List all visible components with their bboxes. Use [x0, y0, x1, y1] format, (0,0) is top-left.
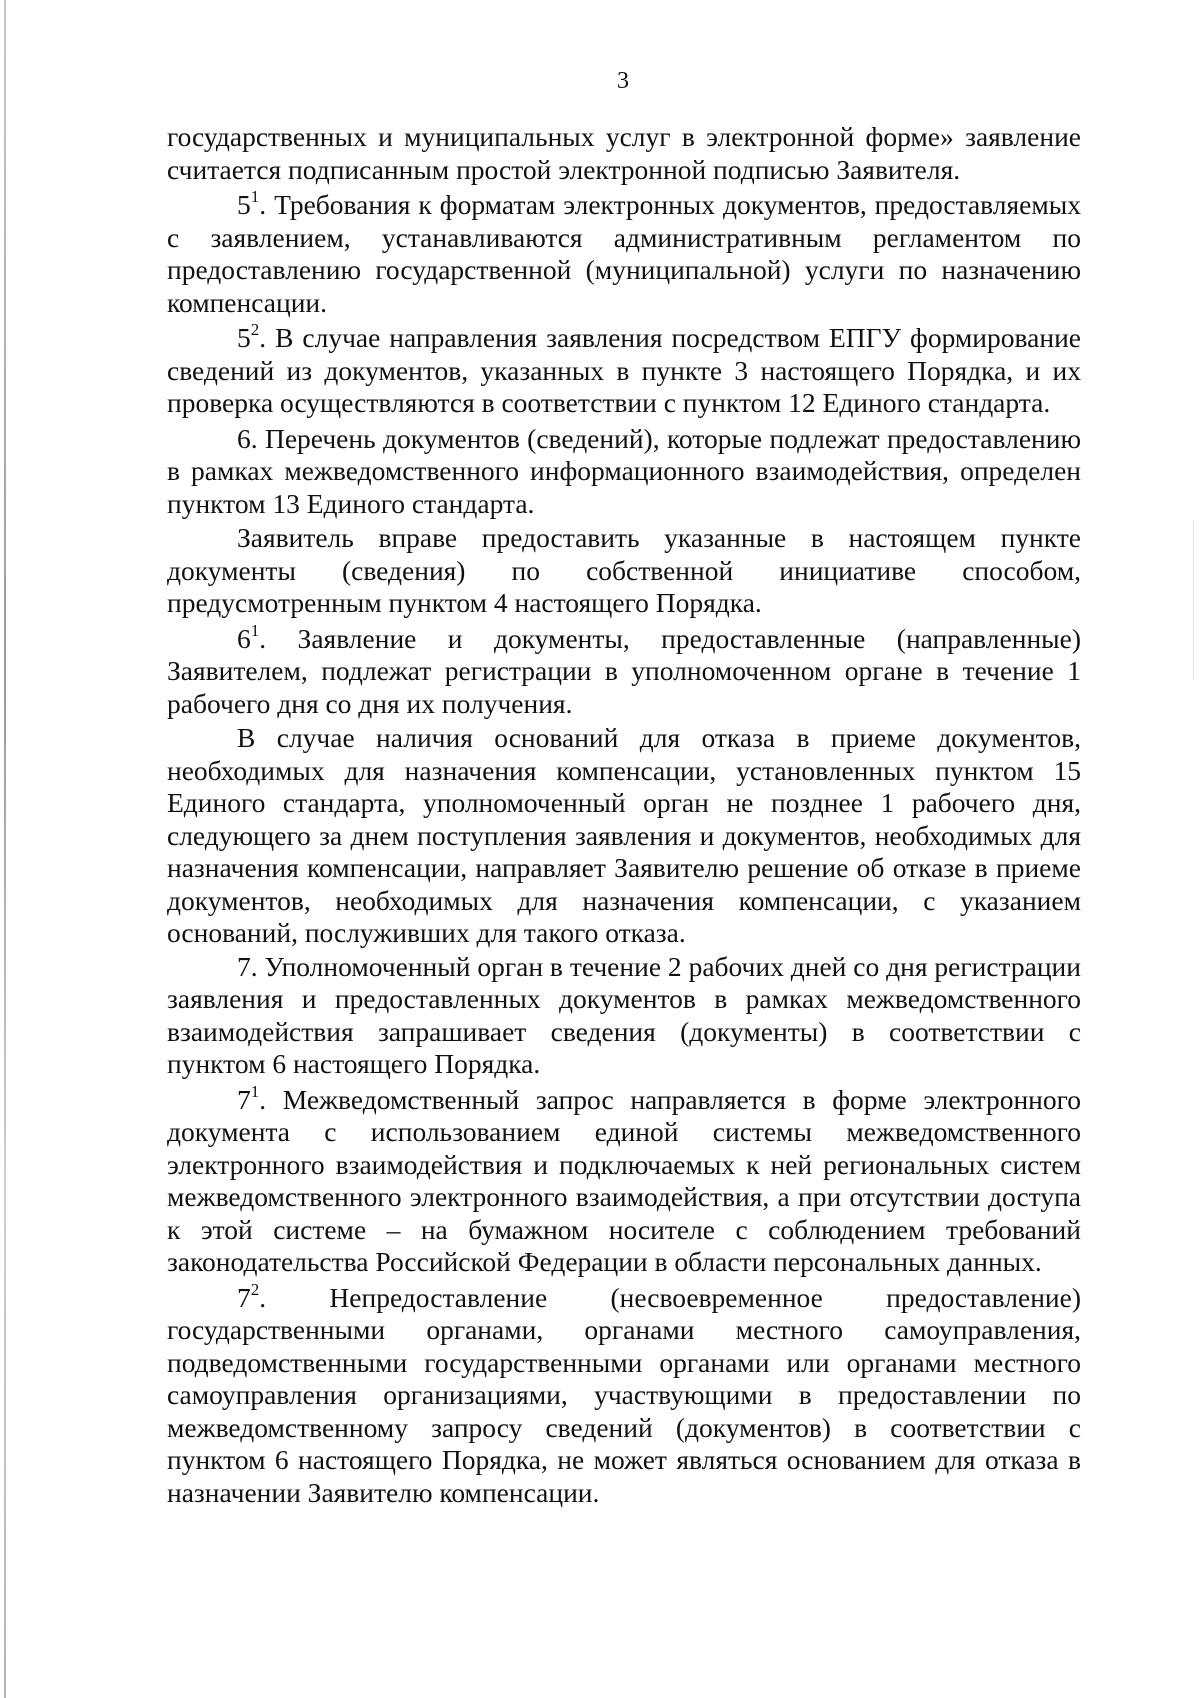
- paragraph-5-2: [167, 322, 1081, 420]
- paragraph-7-1: [167, 1081, 1081, 1279]
- clause-text: Заявление и документы, предоставленные (направленные) Заявителем, подлежат регистрации в уполномоченном органе в течение 1 рабочего дня со дня их получения.: [167, 622, 1081, 719]
- clause-text: Требования к форматам электронных документов, предоставляемых с заявлением, устанавливаются административным регламентом по предоставлению государственной (муниципальной) услуги по назначению компенсации.: [167, 189, 1081, 318]
- document-body: [167, 121, 1081, 1509]
- clause-dot: .: [259, 1083, 267, 1115]
- paragraph-6-applicant: Заявитель вправе предоставить указанные в настоящем пункте документы (сведения) по собственной инициативе способом, предусмотренным пунктом 4 настоящего Порядка.: [167, 522, 1081, 618]
- clause-superscript: 1: [250, 187, 260, 206]
- clause-text: В случае направления заявления посредством ЕПГУ формирование сведений из документов, указанных в пункте 3 настоящего Порядка, и их проверка осуществляются в соответствии с пунктом 12 Единого стандарта.: [167, 322, 1081, 418]
- paragraph-continuation: государственных и муниципальных услуг в электронной форме» заявление считается подписанным простой электронной подписью Заявителя.: [167, 121, 1081, 185]
- paragraph-7-2: [167, 1279, 1081, 1510]
- clause-dot: .: [259, 1281, 267, 1313]
- clause-dot: .: [259, 322, 267, 353]
- clause-number: 7: [237, 1281, 251, 1313]
- clause-number: 7: [237, 1083, 251, 1115]
- clause-superscript: 2: [250, 320, 260, 339]
- paragraph-6-1: [167, 620, 1081, 721]
- paragraph-5-1: [167, 189, 1081, 319]
- paragraph-7: 7. Уполномоченный орган в течение 2 рабочих дней со дня регистрации заявления и предоставленных документов в рамках межведомственного взаимодействия запрашивает сведения (документы) в соответствии с пунктом 6 настоящего Порядка.: [167, 950, 1081, 1079]
- clause-dot: .: [259, 622, 267, 654]
- clause-number: 6: [237, 622, 251, 654]
- paragraph-6: 6. Перечень документов (сведений), которые подлежат предоставлению в рамках межведомственного информационного взаимодействия, определен пунктом 13 Единого стандарта.: [167, 422, 1081, 519]
- clause-text: Непредоставление (несвоевременное предоставление) государственными органами, органами местного самоуправления, подведомственными государственными органами или органами местного самоуправления организациями, участвующими в предоставлении по межведомственному запросу сведений (документов) в соответствии с пунктом 6 настоящего Порядка, не может являться основанием для отказа в назначении Заявителю компенсации.: [167, 1281, 1081, 1508]
- scan-edge-right: [1193, 520, 1194, 680]
- clause-number: 5: [237, 322, 251, 353]
- page-number: 3: [617, 68, 629, 94]
- clause-number: 5: [237, 189, 251, 220]
- paragraph-6-1-refusal: В случае наличия оснований для отказа в приеме документов, необходимых для назначения компенсации, установленных пунктом 15 Единого стандарта, уполномоченный орган не позднее 1 рабочего дня, следующего за днем поступления заявления и документов, необходимых для назначения компенсации, направляет Заявителю решение об отказе в приеме документов, необходимых для назначения компенсации, с указанием оснований, послуживших для такого отказа.: [167, 722, 1081, 948]
- scan-edge-left: [4, 0, 6, 1698]
- clause-text: Межведомственный запрос направляется в форме электронного документа с использованием единой системы межведомственного электронного взаимодействия и подключаемых к ней региональных систем межведомственного электронного взаимодействия, а при отсутствии доступа к этой системе – на бумажном носителе с соблюдением требований законодательства Российской Федерации в области персональных данных.: [167, 1083, 1081, 1277]
- clause-superscript: 2: [250, 1279, 260, 1299]
- clause-superscript: 1: [250, 620, 260, 640]
- clause-dot: .: [259, 189, 267, 220]
- clause-superscript: 1: [250, 1081, 260, 1101]
